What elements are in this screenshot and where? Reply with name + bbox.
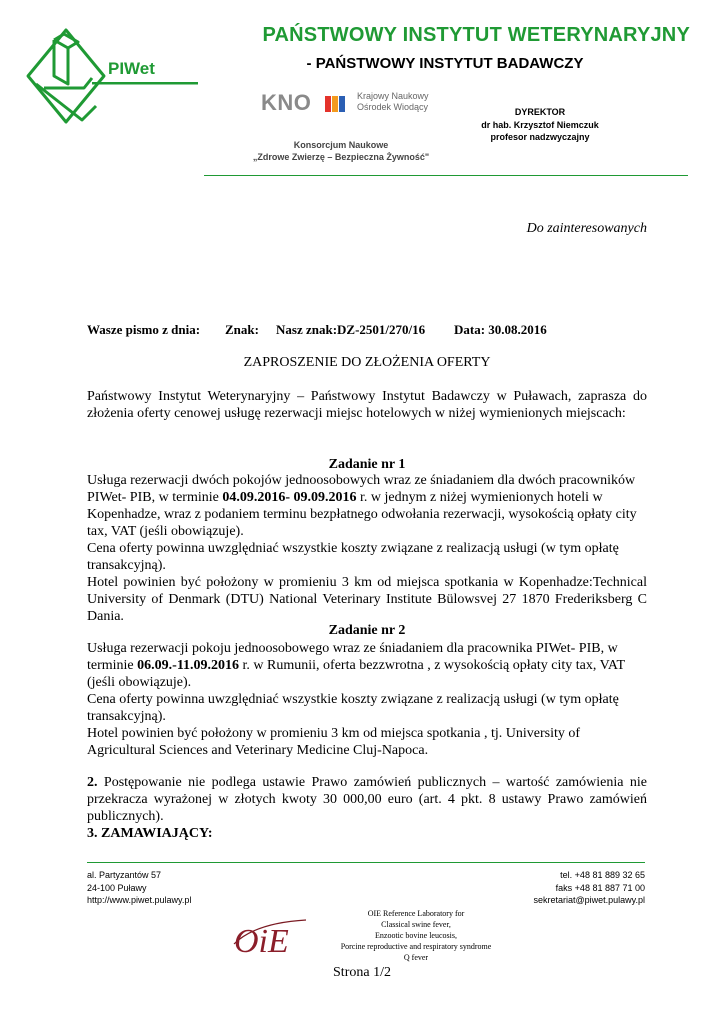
oie-logo-text: OiE [234,923,289,960]
institute-subtitle: - PAŃSTWOWY INSTYTUT BADAWCZY [306,55,584,72]
task1-location: Hotel powinien być położony w promieniu 3 km od miejsca spotkania w Kopenhadze:Technical University of Denmark (DTU) National Veterinary Institute Bülowsvej 27 1870 Frederiksberg C Dania. [87,575,647,624]
task2-dates: 06.09.-11.09.2016 [137,658,240,673]
piwet-logo-text: PIWet [108,59,155,78]
ref-sign: Znak: [225,322,259,337]
page-number: Strona 1/2 [333,965,391,980]
footer-contact [430,869,645,907]
point3-heading: 3. ZAMAWIAJĄCY: [87,826,213,841]
ref-our-sign: Nasz znak:DZ-2501/270/16 [276,322,426,337]
piwet-logo [24,26,200,136]
email-link[interactable]: sekretariat@piwet.pulawy.pl [533,895,645,905]
point2-paragraph: 2. Postępowanie nie podlega ustawie Prawo zamówień publicznych – wartość zamówienia nie przekracza wyrażonej w złotych kwoty 30 000,00 euro (art. 4 pkt. 8 ustawy Prawo zamówień publicznych). [87,775,647,824]
task2-paragraph: Usługa rezerwacji pokoju jednoosobowego wraz ze śniadaniem dla pracownika PIWet- PIB, w terminie 06.09.-11.09.2016 r. w Rumunii, oferta bezzwrotna , z wysokością opłaty city tax, VAT (jeśli obowiązuje). [87,641,625,690]
document-title: ZAPROSZENIE DO ZŁOŻENIA OFERTY [243,355,491,370]
ref-your-letter: Wasze pismo z dnia: [87,322,201,337]
institute-name: PAŃSTWOWY INSTYTUT WETERYNARYJNY [262,24,690,46]
footer-address: al. Partyzantów 57 24-100 Puławy http://www.piwet.pulawy.pl [87,869,287,907]
kno-mark-icon [325,94,345,114]
footer-divider [87,862,645,863]
task1-cost: Cena oferty powinna uwzględniać wszystkie koszty związane z realizacją usługi (w tym opłatę transakcyjną). [87,541,619,573]
website-link[interactable]: http://www.piwet.pulawy.pl [87,895,192,905]
task1-heading: Zadanie nr 1 [328,457,406,472]
task2-location: Hotel powinien być położony w promieniu 3 km od miejsca spotkania , tj. University of Agricultural Sciences and Veterinary Medicine Cluj-Napoca. [87,726,581,758]
task2-heading: Zadanie nr 2 [328,623,406,638]
phone: tel. +48 81 889 32 65 [560,870,645,880]
oie-reference-text: OIE Reference Laboratory for Classical swine fever, Enzootic bovine leucosis, Porcine reproductive and respiratory syndrome Q fever [340,909,492,962]
fax: faks +48 81 887 71 00 [555,882,645,893]
kno-label: Krajowy Naukowy Ośrodek Wiodący [357,91,429,112]
task2-cost: Cena oferty powinna uwzględniać wszystkie koszty związane z realizacją usługi (w tym opłatę transakcyjną). [87,692,619,724]
oie-logo [228,910,310,960]
reference-line [87,322,647,338]
director-block: DYREKTOR dr hab. Krzysztof Niemczuk profesor nadzwyczajny [481,107,599,142]
ref-date: Data: 30.08.2016 [454,322,547,337]
kno-logo [261,90,441,118]
header-divider [204,175,688,176]
consortium-label: Konsorcjum Naukowe „Zdrowe Zwierzę – Bezpieczna Żywność" [252,140,430,162]
kno-logo-text: KNO [261,90,312,115]
addressee: Do zainteresowanych [526,221,647,236]
intro-paragraph: Państwowy Instytut Weterynaryjny – Państwowy Instytut Badawczy w Puławach, zaprasza do złożenia oferty cenowej usługę rezerwacji miejsc hotelowych w niżej wymienionych miejscach: [87,389,647,421]
task1-paragraph: Usługa rezerwacji dwóch pokojów jednoosobowych wraz ze śniadaniem dla dwóch pracowników PIWet- PIB, w terminie 04.09.2016- 09.09.2016 r. w jednym z niżej wymienionych hoteli w Kopenhadze, wraz z podaniem terminu bezpłatnego odwołania rezerwacji, wysokością opłaty city tax, VAT (jeśli obowiązuje). [87,473,637,539]
task1-dates: 04.09.2016- 09.09.2016 [222,490,357,505]
